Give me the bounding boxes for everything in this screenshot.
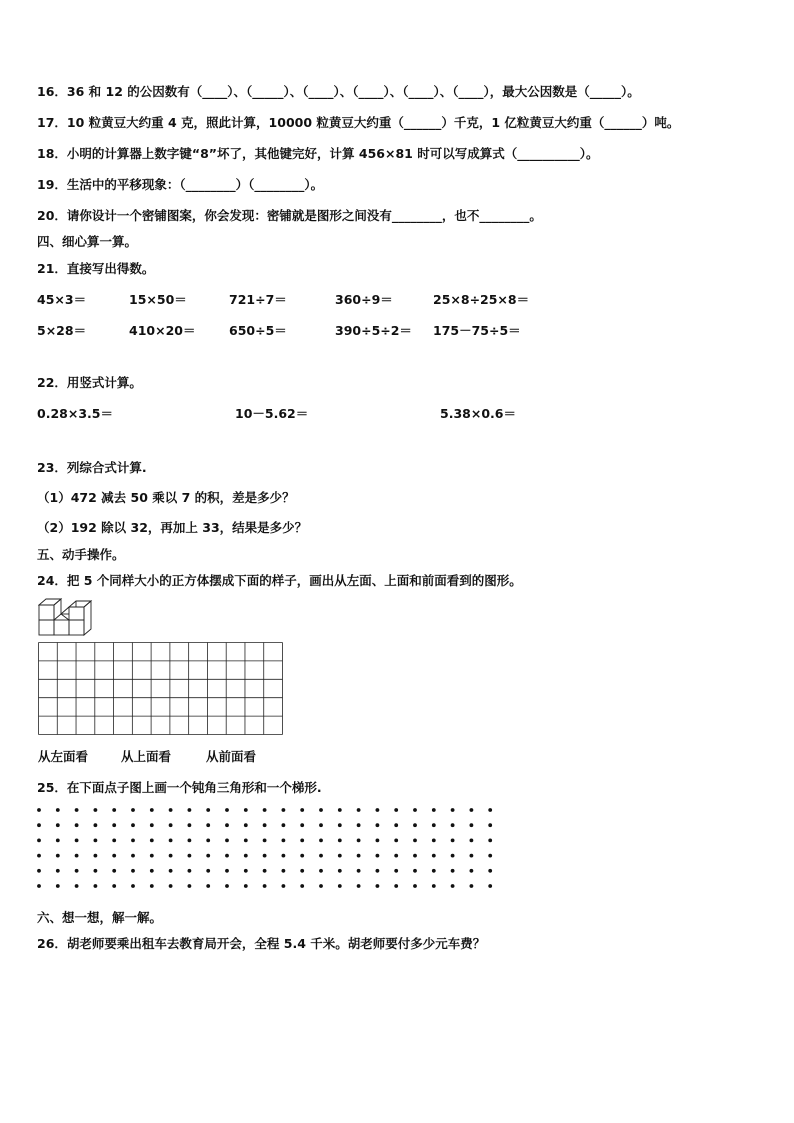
grid-dot[interactable] — [470, 808, 474, 812]
grid-dot[interactable] — [470, 823, 474, 827]
grid-dot[interactable] — [394, 884, 398, 888]
grid-dot[interactable] — [451, 869, 455, 873]
question-17: 17．10 粒黄豆大约重 4 克，照此计算，10000 粒黄豆大约重（______）千克，1 亿粒黄豆大约重（______）吨。 — [37, 115, 680, 130]
grid-dot[interactable] — [488, 869, 492, 873]
grid-dot[interactable] — [263, 869, 267, 873]
grid-dot[interactable] — [75, 808, 79, 812]
grid-dot[interactable] — [282, 884, 286, 888]
question-23-part-2: （2）192 除以 32，再加上 33，结果是多少？ — [37, 520, 308, 535]
grid-dot[interactable] — [338, 869, 342, 873]
grid-dot[interactable] — [263, 839, 267, 843]
grid-dot[interactable] — [300, 884, 304, 888]
grid-dot[interactable] — [206, 869, 210, 873]
grid-dot[interactable] — [263, 854, 267, 858]
grid-dot[interactable] — [338, 854, 342, 858]
grid-dot[interactable] — [300, 854, 304, 858]
calc-item: 390÷5÷2＝ — [335, 323, 412, 338]
calc-item: 721÷7＝ — [229, 292, 287, 307]
grid-dot[interactable] — [282, 823, 286, 827]
grid-dot[interactable] — [432, 854, 436, 858]
grid-dot[interactable] — [169, 884, 173, 888]
grid-dot[interactable] — [244, 869, 248, 873]
grid-dot[interactable] — [37, 839, 41, 843]
grid-dot[interactable] — [188, 884, 192, 888]
grid-dot[interactable] — [206, 854, 210, 858]
grid-dot[interactable] — [94, 839, 98, 843]
grid-dot[interactable] — [225, 808, 229, 812]
grid-dot[interactable] — [150, 869, 154, 873]
section-4-heading: 四、细心算一算。 — [37, 234, 138, 249]
grid-dot[interactable] — [357, 823, 361, 827]
grid-dot[interactable] — [188, 823, 192, 827]
grid-dot[interactable] — [357, 854, 361, 858]
grid-dot[interactable] — [488, 808, 492, 812]
grid-dot[interactable] — [75, 884, 79, 888]
section-6-heading: 六、想一想，解一解。 — [37, 910, 163, 925]
grid-dot[interactable] — [56, 854, 60, 858]
grid-dot[interactable] — [131, 808, 135, 812]
grid-dot[interactable] — [357, 839, 361, 843]
grid-dot[interactable] — [263, 823, 267, 827]
calc-item: 25×8÷25×8＝ — [433, 292, 530, 307]
grid-dot[interactable] — [206, 839, 210, 843]
grid-dot[interactable] — [94, 854, 98, 858]
grid-dot[interactable] — [225, 823, 229, 827]
calc-item: 15×50＝ — [129, 292, 187, 307]
grid-dot[interactable] — [357, 869, 361, 873]
grid-dot[interactable] — [451, 823, 455, 827]
grid-dot[interactable] — [413, 884, 417, 888]
grid-dot[interactable] — [150, 884, 154, 888]
grid-dot[interactable] — [206, 808, 210, 812]
view-label-front: 从前面看 — [206, 749, 257, 764]
grid-dot[interactable] — [319, 808, 323, 812]
grid-dot[interactable] — [263, 884, 267, 888]
grid-dot[interactable] — [94, 823, 98, 827]
grid-dot[interactable] — [376, 839, 380, 843]
grid-dot[interactable] — [188, 839, 192, 843]
grid-dot[interactable] — [56, 808, 60, 812]
grid-dot[interactable] — [131, 823, 135, 827]
grid-dot[interactable] — [470, 839, 474, 843]
grid-dot[interactable] — [225, 869, 229, 873]
calc-item: 360÷9＝ — [335, 292, 393, 307]
grid-dot[interactable] — [244, 808, 248, 812]
grid-dot[interactable] — [319, 869, 323, 873]
grid-dot[interactable] — [244, 884, 248, 888]
grid-dot[interactable] — [451, 854, 455, 858]
grid-dot[interactable] — [394, 808, 398, 812]
grid-dot[interactable] — [432, 869, 436, 873]
question-25: 25．在下面点子图上画一个钝角三角形和一个梯形. — [37, 780, 322, 795]
question-18: 18．小明的计算器上数字键“8”坏了，其他键完好，计算 456×81 时可以写成算式（__________）。 — [37, 146, 599, 161]
grid-dot[interactable] — [376, 854, 380, 858]
grid-dot[interactable] — [282, 869, 286, 873]
question-20: 20．请你设计一个密铺图案，你会发现：密铺就是图形之间没有________，也不________。 — [37, 208, 542, 223]
grid-dot[interactable] — [131, 869, 135, 873]
grid-dot[interactable] — [488, 884, 492, 888]
grid-dot[interactable] — [150, 839, 154, 843]
grid-dot[interactable] — [376, 823, 380, 827]
grid-dot[interactable] — [300, 823, 304, 827]
grid-dot[interactable] — [413, 869, 417, 873]
grid-dot[interactable] — [56, 839, 60, 843]
grid-dot[interactable] — [432, 884, 436, 888]
grid-dot[interactable] — [282, 808, 286, 812]
grid-dot[interactable] — [376, 869, 380, 873]
grid-dot[interactable] — [150, 823, 154, 827]
grid-dot[interactable] — [451, 839, 455, 843]
grid-dot[interactable] — [338, 839, 342, 843]
calc-item: 45×3＝ — [37, 292, 87, 307]
grid-dot[interactable] — [188, 854, 192, 858]
question-23-part-1: （1）472 减去 50 乘以 7 的积，差是多少？ — [37, 490, 295, 505]
grid-dot[interactable] — [282, 839, 286, 843]
grid-dot[interactable] — [338, 884, 342, 888]
grid-dot[interactable] — [244, 854, 248, 858]
grid-dot[interactable] — [94, 808, 98, 812]
grid-dot[interactable] — [131, 839, 135, 843]
question-16: 16．36 和 12 的公因数有（____）、（_____）、（____）、（____）、（____）、（____），最大公因数是（_____）。 — [37, 84, 640, 99]
grid-dot[interactable] — [188, 808, 192, 812]
view-label-left: 从左面看 — [38, 749, 89, 764]
grid-dot[interactable] — [112, 808, 116, 812]
calc-item: 650÷5＝ — [229, 323, 287, 338]
grid-dot[interactable] — [112, 884, 116, 888]
grid-dot[interactable] — [413, 808, 417, 812]
grid-dot[interactable] — [150, 808, 154, 812]
grid-dot[interactable] — [169, 808, 173, 812]
grid-dot[interactable] — [488, 823, 492, 827]
section-5-heading: 五、动手操作。 — [37, 547, 125, 562]
grid-dot[interactable] — [263, 808, 267, 812]
grid-dot[interactable] — [338, 808, 342, 812]
drawing-grid[interactable] — [38, 642, 283, 735]
grid-dot[interactable] — [75, 823, 79, 827]
grid-dot[interactable] — [150, 854, 154, 858]
grid-dot[interactable] — [37, 808, 41, 812]
vertical-calc-item: 10－5.62＝ — [235, 406, 309, 421]
grid-dot[interactable] — [300, 808, 304, 812]
grid-dot[interactable] — [300, 869, 304, 873]
grid-dot[interactable] — [338, 823, 342, 827]
question-21: 21．直接写出得数。 — [37, 261, 155, 276]
grid-dot[interactable] — [75, 869, 79, 873]
grid-dot[interactable] — [357, 808, 361, 812]
grid-dot[interactable] — [188, 869, 192, 873]
calc-item: 410×20＝ — [129, 323, 196, 338]
question-22: 22．用竖式计算。 — [37, 375, 142, 390]
grid-dot[interactable] — [432, 839, 436, 843]
grid-dot[interactable] — [206, 823, 210, 827]
grid-dot[interactable] — [470, 884, 474, 888]
cube-arrangement-figure — [38, 595, 98, 637]
calc-item: 175－75÷5＝ — [433, 323, 521, 338]
grid-dot[interactable] — [225, 839, 229, 843]
grid-dot[interactable] — [319, 839, 323, 843]
grid-dot[interactable] — [56, 869, 60, 873]
calc-item: 5×28＝ — [37, 323, 87, 338]
question-19: 19．生活中的平移现象：（________）（________）。 — [37, 177, 324, 192]
grid-dot[interactable] — [75, 854, 79, 858]
grid-dot[interactable] — [131, 884, 135, 888]
grid-dot[interactable] — [94, 869, 98, 873]
grid-dot[interactable] — [470, 854, 474, 858]
vertical-calc-item: 5.38×0.6＝ — [440, 406, 516, 421]
grid-dot[interactable] — [319, 823, 323, 827]
grid-dot[interactable] — [357, 884, 361, 888]
grid-dot[interactable] — [413, 854, 417, 858]
grid-dot[interactable] — [376, 808, 380, 812]
grid-dot[interactable] — [112, 839, 116, 843]
grid-dot[interactable] — [131, 854, 135, 858]
grid-dot[interactable] — [37, 884, 41, 888]
view-label-top: 从上面看 — [121, 749, 172, 764]
grid-dot[interactable] — [112, 823, 116, 827]
grid-dot[interactable] — [451, 808, 455, 812]
grid-dot[interactable] — [319, 884, 323, 888]
grid-dot[interactable] — [169, 839, 173, 843]
grid-dot[interactable] — [432, 823, 436, 827]
grid-dot[interactable] — [169, 869, 173, 873]
grid-dot[interactable] — [225, 854, 229, 858]
question-26: 26．胡老师要乘出租车去教育局开会，全程 5.4 千米。胡老师要付多少元车费？ — [37, 936, 486, 951]
grid-dot[interactable] — [488, 854, 492, 858]
grid-dot[interactable] — [244, 839, 248, 843]
grid-dot[interactable] — [282, 854, 286, 858]
question-23: 23．列综合式计算. — [37, 460, 147, 475]
grid-dot[interactable] — [300, 839, 304, 843]
grid-dot[interactable] — [394, 869, 398, 873]
grid-dot[interactable] — [488, 839, 492, 843]
grid-dot[interactable] — [470, 869, 474, 873]
grid-dot[interactable] — [206, 884, 210, 888]
grid-dot[interactable] — [394, 839, 398, 843]
grid-dot[interactable] — [413, 839, 417, 843]
grid-dot[interactable] — [94, 884, 98, 888]
grid-dot[interactable] — [394, 823, 398, 827]
grid-dot[interactable] — [112, 869, 116, 873]
grid-dot[interactable] — [413, 823, 417, 827]
grid-dot[interactable] — [56, 823, 60, 827]
grid-dot[interactable] — [451, 884, 455, 888]
grid-dot[interactable] — [225, 884, 229, 888]
grid-dot[interactable] — [112, 854, 116, 858]
grid-dot[interactable] — [376, 884, 380, 888]
grid-dot[interactable] — [169, 854, 173, 858]
grid-dot[interactable] — [37, 869, 41, 873]
grid-dot[interactable] — [432, 808, 436, 812]
grid-dot[interactable] — [37, 854, 41, 858]
grid-dot[interactable] — [75, 839, 79, 843]
grid-dot[interactable] — [37, 823, 41, 827]
grid-dot[interactable] — [169, 823, 173, 827]
dot-grid[interactable] — [34, 806, 494, 888]
question-24: 24．把 5 个同样大小的正方体摆成下面的样子，画出从左面、上面和前面看到的图形。 — [37, 573, 522, 588]
grid-dot[interactable] — [56, 884, 60, 888]
grid-dot[interactable] — [319, 854, 323, 858]
vertical-calc-item: 0.28×3.5＝ — [37, 406, 113, 421]
grid-dot[interactable] — [244, 823, 248, 827]
grid-dot[interactable] — [394, 854, 398, 858]
